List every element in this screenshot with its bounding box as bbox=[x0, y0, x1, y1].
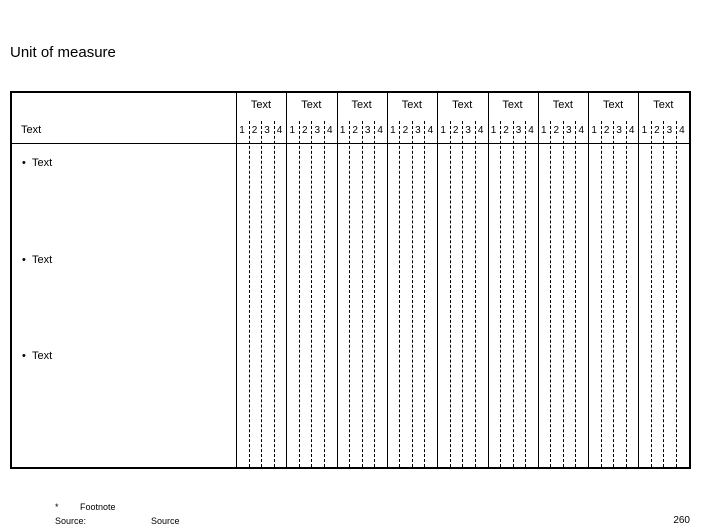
source-label: Source: bbox=[55, 516, 87, 526]
subcolumn-label: 2 bbox=[503, 125, 509, 136]
column-group-separator bbox=[437, 93, 438, 467]
subcolumn-label: 4 bbox=[578, 125, 585, 136]
subcolumn-label: 1 bbox=[541, 125, 547, 136]
unit-of-measure-title: Unit of measure bbox=[10, 44, 116, 61]
bullet-icon: • bbox=[22, 254, 26, 266]
column-group-separator bbox=[488, 93, 489, 467]
subcolumn-label: 3 bbox=[616, 125, 622, 136]
column-group-separator bbox=[538, 93, 539, 467]
subcolumn-label: 4 bbox=[679, 125, 685, 136]
subcolumn-dashed-line bbox=[500, 121, 501, 467]
row-item-label: Text bbox=[32, 157, 53, 169]
subcolumn-label: 4 bbox=[628, 125, 635, 136]
column-group-label: Text bbox=[452, 99, 473, 111]
subcolumn-dashed-line bbox=[475, 121, 476, 467]
column-group-label: Text bbox=[250, 99, 272, 111]
bullet-icon: • bbox=[22, 350, 26, 362]
subcolumn-label: 2 bbox=[553, 125, 560, 136]
subcolumn-label: 3 bbox=[666, 125, 673, 136]
column-group-label: Text bbox=[351, 99, 372, 111]
subcolumn-dashed-line bbox=[550, 121, 551, 467]
subcolumn-label: 3 bbox=[415, 125, 421, 136]
subcolumn-label: 3 bbox=[465, 125, 471, 136]
subcolumn-label: 1 bbox=[591, 125, 597, 136]
column-group-separator bbox=[387, 93, 388, 467]
subcolumn-dashed-line bbox=[349, 121, 350, 467]
subcolumn-label: 1 bbox=[390, 125, 396, 136]
column-group-separator bbox=[286, 93, 287, 467]
subcolumn-label: 4 bbox=[427, 125, 434, 136]
subcolumn-dashed-line bbox=[324, 121, 325, 467]
subcolumn-dashed-line bbox=[412, 121, 413, 467]
subcolumn-label: 1 bbox=[490, 125, 497, 136]
subcolumn-label: 2 bbox=[251, 125, 258, 136]
subcolumn-label: 2 bbox=[402, 125, 409, 136]
column-group-separator bbox=[638, 93, 639, 467]
subcolumn-dashed-line bbox=[450, 121, 451, 467]
footnote-mark: * bbox=[55, 502, 59, 512]
subcolumn-dashed-line bbox=[249, 121, 250, 467]
subcolumn-label: 2 bbox=[352, 125, 358, 136]
subcolumn-dashed-line bbox=[676, 121, 677, 467]
subcolumn-label: 3 bbox=[264, 125, 270, 136]
subcolumn-label: 4 bbox=[276, 125, 283, 136]
column-group-label: Text bbox=[401, 99, 422, 111]
column-group-label: Text bbox=[502, 99, 523, 111]
bullet-icon: • bbox=[22, 157, 26, 169]
row-item bbox=[22, 157, 52, 170]
subcolumn-label: 4 bbox=[528, 125, 534, 136]
subcolumn-label: 4 bbox=[477, 125, 484, 136]
subcolumn-dashed-line bbox=[462, 121, 463, 467]
page-number: 260 bbox=[673, 515, 690, 526]
subcolumn-dashed-line bbox=[575, 121, 576, 467]
subcolumn-dashed-line bbox=[311, 121, 312, 467]
subcolumn-label: 2 bbox=[603, 125, 610, 136]
column-group-separator bbox=[236, 93, 237, 467]
column-group-label: Text bbox=[653, 99, 674, 111]
column-group-separator bbox=[337, 93, 338, 467]
column-group-label: Text bbox=[301, 99, 322, 111]
subcolumn-dashed-line bbox=[274, 121, 275, 467]
subcolumn-dashed-line bbox=[299, 121, 300, 467]
subcolumn-dashed-line bbox=[525, 121, 526, 467]
row-item-label: Text bbox=[32, 350, 53, 362]
subcolumn-label: 2 bbox=[302, 125, 308, 136]
subcolumn-label: 3 bbox=[364, 125, 371, 136]
subcolumn-dashed-line bbox=[513, 121, 514, 467]
subcolumn-label: 1 bbox=[339, 125, 346, 136]
column-group-separator bbox=[588, 93, 589, 467]
row-item bbox=[22, 254, 52, 267]
row-item-label: Text bbox=[32, 254, 53, 266]
subcolumn-label: 3 bbox=[566, 125, 572, 136]
row-item bbox=[22, 350, 52, 363]
row-header-label: Text bbox=[21, 124, 42, 136]
subcolumn-dashed-line bbox=[362, 121, 363, 467]
gantt-table bbox=[10, 91, 691, 469]
footnote-text: Footnote bbox=[80, 502, 116, 512]
subcolumn-label: 1 bbox=[239, 125, 245, 136]
subcolumn-dashed-line bbox=[613, 121, 614, 467]
column-group-label: Text bbox=[603, 99, 624, 111]
subcolumn-label: 1 bbox=[641, 125, 648, 136]
subcolumn-label: 4 bbox=[327, 125, 333, 136]
subcolumn-dashed-line bbox=[563, 121, 564, 467]
subcolumn-dashed-line bbox=[261, 121, 262, 467]
source-text: Source bbox=[151, 516, 180, 526]
subcolumn-dashed-line bbox=[626, 121, 627, 467]
subcolumn-dashed-line bbox=[399, 121, 400, 467]
subcolumn-dashed-line bbox=[651, 121, 652, 467]
subcolumn-label: 1 bbox=[440, 125, 446, 136]
subcolumn-label: 3 bbox=[314, 125, 321, 136]
column-group-label: Text bbox=[552, 99, 573, 111]
subcolumn-label: 2 bbox=[654, 125, 660, 136]
subcolumn-label: 2 bbox=[452, 125, 459, 136]
subcolumn-dashed-line bbox=[601, 121, 602, 467]
subcolumn-dashed-line bbox=[663, 121, 664, 467]
subcolumn-label: 1 bbox=[289, 125, 296, 136]
subcolumn-label: 4 bbox=[377, 125, 383, 136]
subcolumn-dashed-line bbox=[374, 121, 375, 467]
subcolumn-label: 3 bbox=[515, 125, 522, 136]
subcolumn-dashed-line bbox=[424, 121, 425, 467]
